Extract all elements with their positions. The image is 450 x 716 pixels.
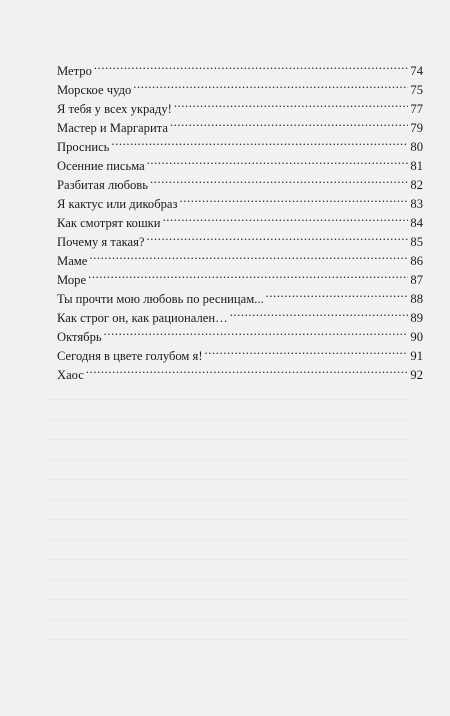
toc-entry-title: Разбитая любовь [57,178,148,192]
toc-entry [57,360,423,382]
toc-entry-title: Я тебя у всех украду! [57,102,172,116]
show-through-text [50,380,410,630]
toc-entry [57,322,423,344]
toc-entry-title: Сегодня в цвете голубом я! [57,349,203,363]
toc-entry-page: 75 [410,83,423,97]
toc-entry [57,246,423,268]
toc-entry-title: Морское чудо [57,83,132,97]
toc-entry-page: 88 [410,292,423,306]
toc-entry-title: Море [57,273,87,287]
toc-dot-leader [174,94,409,113]
toc-entry-title: Я кактус или дикобраз [57,197,178,211]
toc-entry-title: Октябрь [57,330,102,344]
toc-entry-title: Почему я такая? [57,235,145,249]
toc-dot-leader [205,341,409,360]
toc-dot-leader [94,56,409,75]
toc-dot-leader [150,170,408,189]
toc-entry-page: 83 [410,197,423,211]
toc-entry-title: Ты прочти мою любовь по ресницам... [57,292,264,306]
toc-entry [57,132,423,154]
toc-entry-page: 89 [410,311,423,325]
toc-dot-leader [89,246,408,265]
toc-entry-page: 86 [410,254,423,268]
toc-dot-leader [88,265,408,284]
toc-dot-leader [147,151,409,170]
toc-entry-page: 79 [410,121,423,135]
toc-dot-leader [180,189,409,208]
toc-entry [57,75,423,97]
toc-dot-leader [230,303,409,322]
toc-entry-title: Маме [57,254,88,268]
toc-entry-page: 77 [410,102,423,116]
toc-dot-leader [111,132,408,151]
toc-dot-leader [266,284,409,303]
toc-entry [57,151,423,173]
toc-entry-page: 82 [410,178,423,192]
toc-entry-page: 81 [410,159,423,173]
toc-dot-leader [170,113,408,132]
toc-entry-page: 92 [410,368,423,382]
toc-entry [57,284,423,306]
toc-entry-page: 87 [410,273,423,287]
toc-entry-title: Хаос [57,368,84,382]
toc-entry [57,265,423,287]
toc-entry [57,341,423,363]
toc-dot-leader [86,360,409,379]
toc-entry-page: 74 [410,64,423,78]
toc-entry-title: Проснись [57,140,110,154]
toc-dot-leader [163,208,409,227]
toc-entry-title: Как смотрят кошки [57,216,161,230]
table-of-contents [57,56,423,382]
toc-entry-title: Осенние письма [57,159,145,173]
toc-dot-leader [104,322,409,341]
toc-entry [57,56,423,78]
toc-entry-title: Мастер и Маргарита [57,121,168,135]
toc-entry-page: 80 [410,140,423,154]
toc-entry-page: 90 [410,330,423,344]
toc-dot-leader [133,75,408,94]
toc-entry-title: Как строг он, как рационален… [57,311,228,325]
toc-entry-page: 84 [410,216,423,230]
toc-entry-page: 91 [410,349,423,363]
toc-dot-leader [147,227,409,246]
toc-entry-title: Метро [57,64,92,78]
toc-entry-page: 85 [410,235,423,249]
